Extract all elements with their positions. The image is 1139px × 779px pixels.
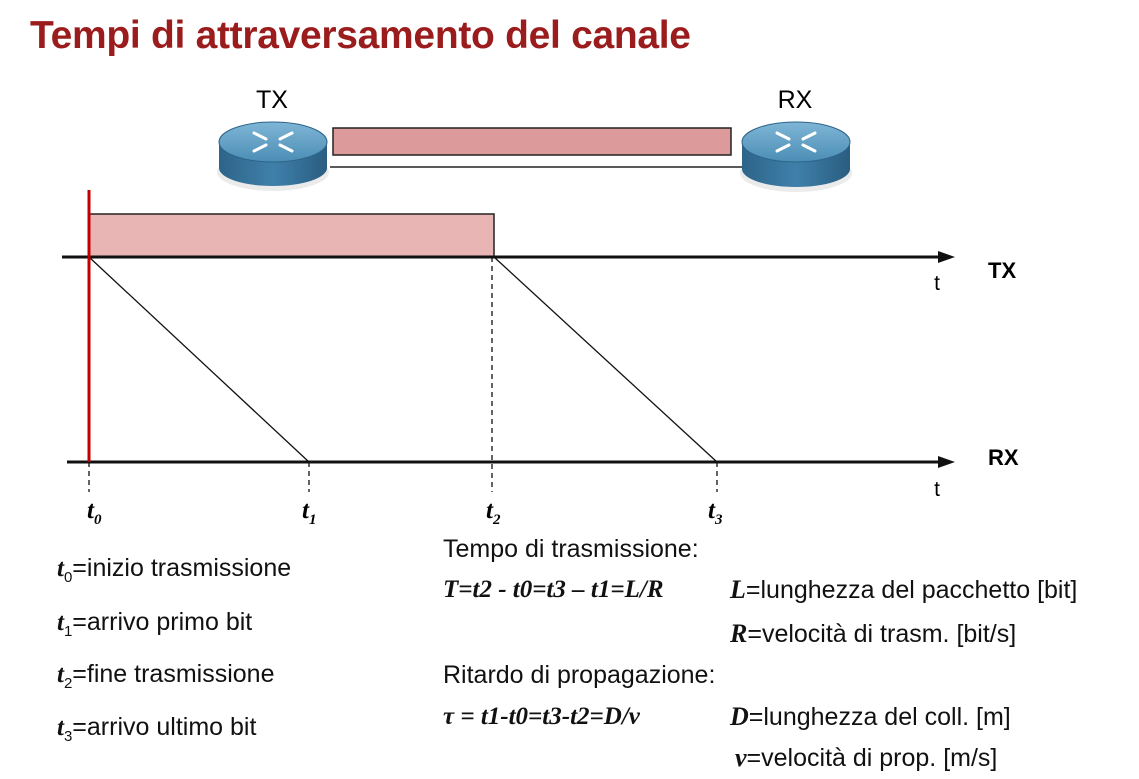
channel-packet xyxy=(333,128,731,155)
tx-axis-arrow-icon xyxy=(938,251,955,263)
transmission-heading: Tempo di trasmissione: xyxy=(443,535,699,563)
transmission-formula: T=t2 - t0=t3 – t1=L/R xyxy=(443,576,664,603)
propagation-line-last-bit xyxy=(494,257,717,462)
tx-node-label: TX xyxy=(256,86,288,114)
tick-t1: $t_1$ xyxy=(302,497,317,528)
def-R: R=velocità di trasm. [bit/s] xyxy=(730,619,1017,648)
tick-t3: $t_3$ xyxy=(708,497,723,528)
legend-t3: $t_3=arrivo$ ultimo bit xyxy=(57,713,257,745)
router-tx-icon xyxy=(217,122,329,191)
rx-axis-arrow-icon xyxy=(938,456,955,468)
transmitted-packet xyxy=(89,214,494,257)
router-rx-icon xyxy=(740,122,852,192)
page-title: Tempi di attraversamento del canale xyxy=(30,14,691,57)
def-nu: ν=velocità di prop. [m/s] xyxy=(735,743,998,772)
rx-axis-label: RX xyxy=(988,445,1019,470)
def-L: L=lunghezza del pacchetto [bit] xyxy=(730,575,1078,604)
rx-axis-unit: t xyxy=(934,478,940,501)
propagation-heading: Ritardo di propagazione: xyxy=(443,661,716,689)
propagation-formula: τ = t1-t0=t3-t2=D/ν xyxy=(443,703,640,730)
legend-t2: $t_2=fine$ trasmissione xyxy=(57,660,275,692)
propagation-line-first-bit xyxy=(89,257,309,462)
tick-t2: $t_2$ xyxy=(486,497,501,528)
legend-t1: $t_1=arrivo$ primo bit xyxy=(57,608,253,640)
tick-t0: $t_0$ xyxy=(87,497,102,528)
tx-axis-unit: t xyxy=(934,272,940,295)
def-D: D=lunghezza del coll. [m] xyxy=(730,702,1011,731)
rx-node-label: RX xyxy=(777,86,813,114)
tx-axis-label: TX xyxy=(988,258,1017,283)
legend-t0: $t_0=inizio$ trasmissione xyxy=(57,554,292,586)
